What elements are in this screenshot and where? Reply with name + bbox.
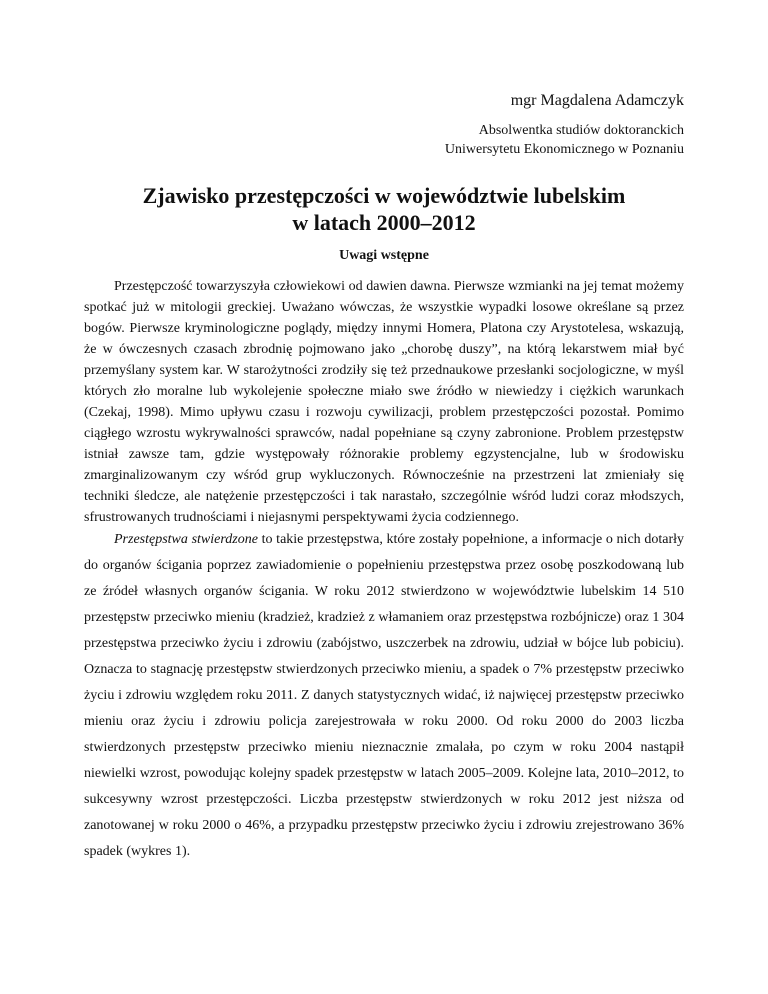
term-emphasis: Przestępstwa stwierdzone: [114, 532, 258, 547]
title-line-2: w latach 2000–2012: [292, 210, 476, 235]
paragraph-2: [84, 527, 684, 865]
title-line-1: Zjawisko przestępczości w województwie lubelskim: [142, 183, 626, 208]
author-name: mgr Magdalena Adamczyk: [510, 92, 684, 109]
author-affiliation: [445, 121, 684, 159]
paragraph-1-text: Przestępczość towarzyszyła człowiekowi od dawien dawna. Pierwsze wzmianki na jej temat możemy spotkać już w mitologii greckiej. Uważano wówczas, że wszystkie wypadki losowe określane są przez bogów. Pierwsze kryminologiczne poglądy, między innymi Homera, Platona czy Arystotelesa, wskazują, że w ówczesnych czasach zbrodnię pojmowano jako „chorobę duszy”, na którą lekarstwem miał być przemyślany system kar. W starożytności zrodziły się też przednaukowe przesłanki socjologiczne, w myśl których zło moralne lub wykolejenie społeczne miało swe źródło w niewiedzy i ciężkich warunkach (Czekaj, 1998). Mimo upływu czasu i rozwoju cywilizacji, problem przestępczości pozostał. Pomimo ciągłego wzrostu wykrywalności sprawców, nadal popełniane są czyny zabronione. Problem przestępstw istniał zawsze tam, gdzie występowały różnorakie problemy egzystencjalne, lub w środowisku zmarginalizowanym czy wśród grup wykluczonych. Równocześnie na przestrzeni lat zmieniały się techniki śledcze, ale natężenie przestępczości i tak narastało, szczególnie wśród ludzi coraz młodszych, sfrustrowanych trudnościami i niejasnymi perspektywami życia codziennego.: [84, 279, 684, 525]
paragraph-1: [84, 276, 684, 528]
section-heading: Uwagi wstępne: [339, 248, 429, 263]
paragraph-2-text: to takie przestępstwa, które zostały popełnione, a informacje o nich dotarły do organów ścigania poprzez zawiadomienie o popełnieniu przestępstwa przez osobę poszkodowaną lub ze źródeł własnych organów ścigania. W roku 2012 stwierdzono w województwie lubelskim 14 510 przestępstw przeciwko mieniu (kradzież, kradzież z włamaniem oraz przestępstwa rozbójnicze) oraz 1 304 przestępstwa przeciwko życiu i zdrowiu (zabójstwo, uszczerbek na zdrowiu, udział w bójce lub pobiciu). Oznacza to stagnację przestępstw stwierdzonych przeciwko mieniu, a spadek o 7% przestępstw przeciwko życiu i zdrowiu względem roku 2011. Z danych statystycznych widać, iż najwięcej przestępstw przeciwko mieniu oraz życiu i zdrowiu policja zarejestrowała w roku 2000. Od roku 2000 do 2003 liczba stwierdzonych przestępstw przeciwko mieniu nieznacznie zmalała, po czym w roku 2004 nastąpił niewielki wzrost, powodując kolejny spadek przestępstw w latach 2005–2009. Kolejne lata, 2010–2012, to sukcesywny wzrost przestępczości. Liczba przestępstw stwierdzonych w roku 2012 jest niższa od zanotowanej w roku 2000 o 46%, a przypadku przestępstw przeciwko życiu i zdrowiu zrejestrowano 36% spadek (wykres 1).: [84, 532, 684, 859]
article-title: [0, 182, 768, 236]
affiliation-line-1: Absolwentka studiów doktoranckich: [478, 123, 684, 138]
affiliation-line-2: Uniwersytetu Ekonomicznego w Poznaniu: [444, 142, 684, 157]
